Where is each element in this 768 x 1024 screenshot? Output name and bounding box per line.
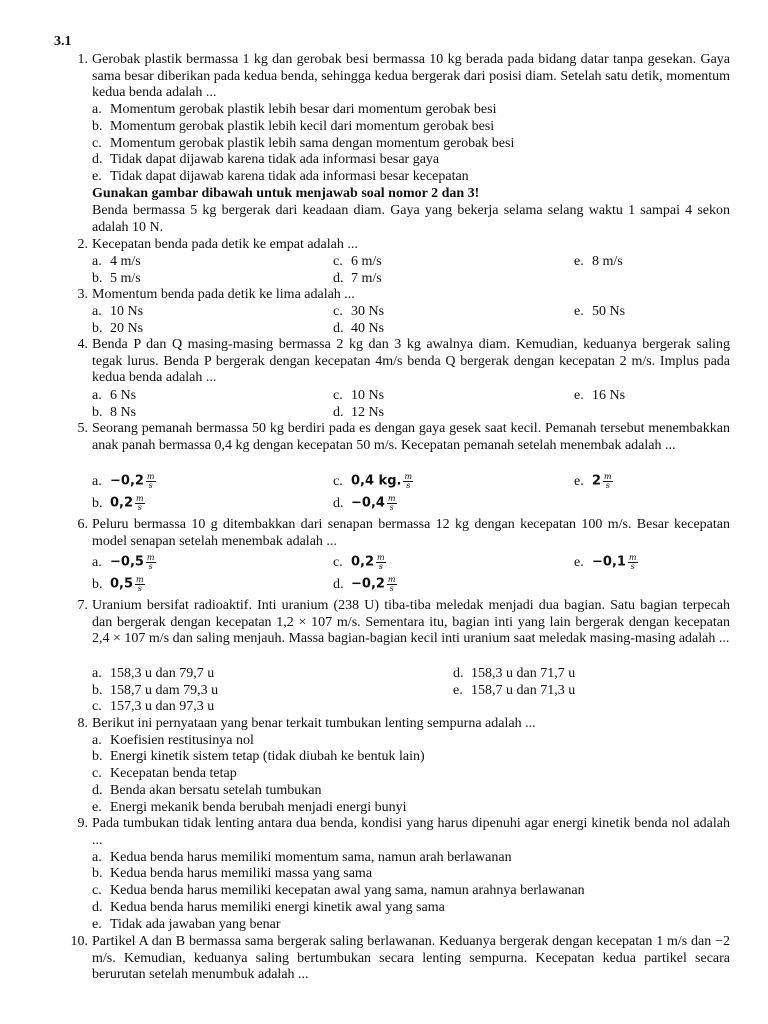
- question-text: Berikut ini pernyataan yang benar terkait tumbukan lenting sempurna adalah ...: [92, 716, 536, 731]
- option-4a: a. 6 Ns: [92, 388, 137, 403]
- option-7c: c. 157,3 u dan 97,3 u: [92, 699, 215, 714]
- option-7a: a. 158,3 u dan 79,7 u: [92, 666, 215, 681]
- unit-fraction: $\frac{m}{s}$: [136, 494, 144, 512]
- question-text: Pada tumbukan tidak lenting antara dua benda, kondisi yang harus dipenuhi agar energi kinetik benda nol adalah ...: [92, 816, 730, 848]
- option-8c: c. Kecepatan benda tetap: [92, 766, 237, 781]
- unit-fraction: $\frac{m}{s}$: [604, 472, 612, 490]
- question-number: 9.: [77, 816, 88, 831]
- option-7b: b. 158,7 u dam 79,3 u: [92, 683, 219, 698]
- option-4e: e. 16 Ns: [574, 388, 626, 403]
- question-text: Gerobak plastik bermassa 1 kg dan gerobak besi bermassa 10 kg berada pada bidang datar tanpa gesekan. Gaya sama besar diberikan pada kedua benda, sehingga kedua bergerak dari posisi diam. Setelah satu detik, momentum kedua benda adalah ...: [92, 52, 730, 101]
- question-number: 7.: [77, 598, 88, 613]
- question-text: Seorang pemanah bermassa 50 kg berdiri pada es dengan gaya gesek saat kecil. Pemanah tersebut menembakkan anak panah bermassa 0,4 kg dengan kecepatan 50 m/s. Kecepatan pemanah setelah menembak adalah ...: [92, 421, 730, 453]
- question-number: 5.: [77, 421, 88, 436]
- question-number: 1.: [77, 52, 88, 67]
- option-9e: e. Tidak ada jawaban yang benar: [92, 917, 281, 932]
- option-8e: e. Energi mekanik benda berubah menjadi energi bunyi: [92, 800, 407, 815]
- option-8b: b. Energi kinetik sistem tetap (tidak diubah ke bentuk lain): [92, 749, 425, 764]
- option-7d: d. 158,3 u dan 71,7 u: [453, 666, 576, 681]
- option-1e: e. Tidak dapat dijawab karena tidak ada informasi besar kecepatan: [92, 169, 469, 184]
- option-9a: a. Kedua benda harus memiliki momentum sama, namun arah berlawanan: [92, 850, 512, 865]
- option-3d: d. 40 Ns: [333, 321, 385, 336]
- option-1d: d. Tidak dapat dijawab karena tidak ada informasi besar gaya: [92, 152, 440, 167]
- option-3c: c. 30 Ns: [333, 304, 385, 319]
- option-2b: b. 5 m/s: [92, 271, 141, 286]
- option-7e: e. 158,7 u dan 71,3 u: [453, 683, 576, 698]
- question-2: [54, 237, 730, 254]
- question-number: 4.: [77, 337, 88, 352]
- option-9c: c. Kedua benda harus memiliki kecepatan awal yang sama, namun arahnya berlawanan: [92, 883, 585, 898]
- question-number: 6.: [77, 517, 88, 532]
- option-4c: c. 10 Ns: [333, 388, 385, 403]
- option-5a: a. −0,2 $\frac{m}{s}$: [92, 472, 155, 490]
- unit-fraction: $\frac{m}{s}$: [136, 575, 144, 593]
- question-3: [54, 287, 730, 304]
- section-heading: 3.1: [54, 34, 72, 49]
- option-8a: a. Koefisien restitusinya nol: [92, 733, 254, 748]
- question-10: [54, 934, 730, 984]
- option-3b: b. 20 Ns: [92, 321, 144, 336]
- scenario-text: Benda bermassa 5 kg bergerak dari keadaan diam. Gaya yang bekerja selama selang waktu 1 sampai 4 sekon adalah 10 N.: [92, 203, 730, 235]
- question-text: Momentum benda pada detik ke lima adalah ...: [92, 287, 355, 302]
- unit-fraction: $\frac{m}{s}$: [628, 553, 637, 571]
- unit-fraction: $\frac{m}{s}$: [146, 553, 155, 571]
- question-text: Kecepatan benda pada detik ke empat adalah ...: [92, 237, 358, 252]
- question-text: Uranium bersifat radioaktif. Inti uranium (238 U) tiba-tiba meledak menjadi dua bagian. Satu bagian terpecah dan bergerak dengan kecepatan 1,2 × 107 m/s. Sementara itu, bagian inti yang lain bergerak dengan kecepatan 2,4 × 107 m/s dan saling menjauh. Massa bagian-bagian kecil inti uranium saat meledak masing-masing adalah ...: [92, 598, 730, 647]
- option-2e: e. 8 m/s: [574, 254, 623, 269]
- option-5d: d. −0,4 $\frac{m}{s}$: [333, 494, 396, 512]
- unit-fraction: $\frac{m}{s}$: [404, 472, 413, 490]
- question-5: [54, 421, 730, 454]
- unit-fraction: $\frac{m}{s}$: [387, 494, 396, 512]
- question-text: Partikel A dan B bermassa sama bergerak saling berlawanan. Keduanya bergerak dengan kecepatan 1 m/s dan −2 m/s. Kemudian, keduanya saling bertumbukan secara lenting sempurna. Kecepatan kedua partikel secara berurutan setelah menumbuk adalah ...: [92, 934, 730, 983]
- option-6a: a. −0,5 $\frac{m}{s}$: [92, 553, 155, 571]
- question-number: 2.: [77, 237, 88, 252]
- option-1b: b. Momentum gerobak plastik lebih kecil dari momentum gerobak besi: [92, 119, 495, 134]
- question-text: Peluru bermassa 10 g ditembakkan dari senapan bermassa 12 kg dengan kecepatan 100 m/s. Besar kecepatan model senapan setelah menembak adalah ...: [92, 517, 730, 549]
- unit-fraction: $\frac{m}{s}$: [387, 575, 396, 593]
- question-number: 3.: [77, 287, 88, 302]
- option-5c: c. 0,4 kg. $\frac{m}{s}$: [333, 472, 413, 490]
- option-4d: d. 12 Ns: [333, 405, 385, 420]
- option-6d: d. −0,2 $\frac{m}{s}$: [333, 575, 396, 593]
- question-number: 8.: [77, 716, 88, 731]
- option-6b: b. 0,5 $\frac{m}{s}$: [92, 575, 144, 593]
- option-2a: a. 4 m/s: [92, 254, 141, 269]
- option-1c: c. Momentum gerobak plastik lebih sama dengan momentum gerobak besi: [92, 136, 515, 151]
- option-5e: e. 2 $\frac{m}{s}$: [574, 472, 612, 490]
- question-4: [54, 337, 730, 387]
- unit-fraction: $\frac{m}{s}$: [377, 553, 385, 571]
- option-5b: b. 0,2 $\frac{m}{s}$: [92, 494, 144, 512]
- question-1: [54, 52, 730, 102]
- option-1a: a. Momentum gerobak plastik lebih besar dari momentum gerobak besi: [92, 102, 497, 117]
- question-8: [54, 716, 730, 733]
- option-9d: d. Kedua benda harus memiliki energi kinetik awal yang sama: [92, 900, 445, 915]
- option-8d: d. Benda akan bersatu setelah tumbukan: [92, 783, 322, 798]
- option-3a: a. 10 Ns: [92, 304, 144, 319]
- question-text: Benda P dan Q masing-masing bermassa 2 kg dan 3 kg awalnya diam. Kemudian, keduanya bergerak saling tegak lurus. Benda P bergerak dengan kecepatan 4m/s benda Q bergerak dengan kecepatan 2 m/s. Implus pada kedua benda adalah ...: [92, 337, 730, 386]
- question-9: [54, 816, 730, 849]
- question-7: [54, 598, 730, 648]
- option-4b: b. 8 Ns: [92, 405, 137, 420]
- option-2d: d. 7 m/s: [333, 271, 382, 286]
- option-9b: b. Kedua benda harus memiliki massa yang sama: [92, 866, 373, 881]
- unit-fraction: $\frac{m}{s}$: [146, 472, 155, 490]
- instruction-text: Gunakan gambar dibawah untuk menjawab soal nomor 2 dan 3!: [92, 186, 480, 201]
- question-6: [54, 517, 730, 550]
- option-2c: c. 6 m/s: [333, 254, 382, 269]
- option-6e: e. −0,1 $\frac{m}{s}$: [574, 553, 637, 571]
- question-number: 10.: [70, 934, 88, 949]
- option-3e: e. 50 Ns: [574, 304, 626, 319]
- option-6c: c. 0,2 $\frac{m}{s}$: [333, 553, 385, 571]
